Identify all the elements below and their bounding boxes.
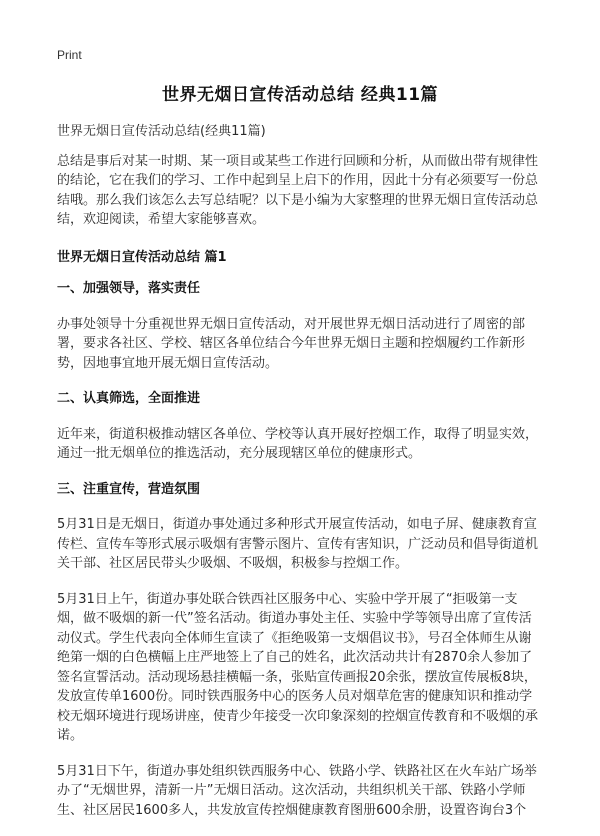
paragraph-part1: 办事处领导十分重视世界无烟日宣传活动，对开展世界无烟日活动进行了周密的部署，要求各社区、学校、辖区各单位结合今年世界无烟日主题和控烟履约工作新形势，因地事宜地开展无烟日宣传活动。 [57,316,526,371]
section-heading: 世界无烟日宣传活动总结 篇1 [57,249,227,265]
paragraph-part3-1: 5月31日是无烟日，街道办事处通过多种形式开展宣传活动，如电子屏、健康教育宣传栏、宣传车等形式展示吸烟有害警示图片、宣传有害知识，广泛动员和倡导街道机关干部、社区居民带头少吸烟、不吸烟，积极参与控烟工作。 [57,517,539,571]
page-title: 世界无烟日宣传活动总结 经典11篇 [161,85,439,105]
intro-paragraph: 总结是事后对某一时期、某一项目或某些工作进行回顾和分析，从而做出带有规律性的结论，它在我们的学习、工作中起到呈上启下的作用，因此十分有必须要写一份总结哦。那么我们该怎么去写总结呢？以下是小编为大家整理的世界无烟日宣传活动总结，欢迎阅读，希望大家能够喜欢。 [57,153,539,227]
paragraph-part3-3: 5月31日下午，街道办事处组织铁西服务中心、铁路小学、铁路社区在火车站广场举办了“无烟世界，清新一片”无烟日活动。这次活动，共组织机关干部、铁路小学师生、社区居民1600多人，共发放宣传控烟健康教育图册600余册，设置咨询台3个 [57,763,537,818]
subheading-part3: 三、注重宣传，营造氛围 [57,481,201,497]
paragraph-part3-2: 5月31日上午，街道办事处联合铁西社区服务中心、实验中学开展了“拒吸第一支烟，做不吸烟的新一代”签名活动。街道办事处主任、实验中学等领导出席了宣传活动仪式。学生代表向全体师生宣读了《拒绝吸第一支烟倡议书》，号召全体师生从谢绝第一烟的白色横幅上庄严地签上了自己的姓名，此次活动共计有2870余人参加了签名宣誓活动。活动现场悬挂横幅一条，张贴宣传画报20余张，摆放宣传展板8块，发放宣传单1600份。同时铁西服务中心的医务人员对烟草危害的健康知识和推动学校无烟环境进行现场讲座，使青少年接受一次印象深刻的控烟宣传教育和不吸烟的承诺。 [57,591,539,743]
subheading-part2: 二、认真筛选，全面推进 [57,391,201,406]
print-link[interactable]: Print [57,48,82,62]
document-body [57,122,543,836]
paragraph-part2: 近年来，街道积极推动辖区各单位、学校等认真开展好控烟工作，取得了明显实效，通过一批无烟单位的推选活动，充分展现辖区单位的健康形式。 [57,426,539,461]
document-subtitle: 世界无烟日宣传活动总结(经典11篇) [57,124,266,139]
subheading-part1: 一、加强领导，落实责任 [57,281,201,296]
